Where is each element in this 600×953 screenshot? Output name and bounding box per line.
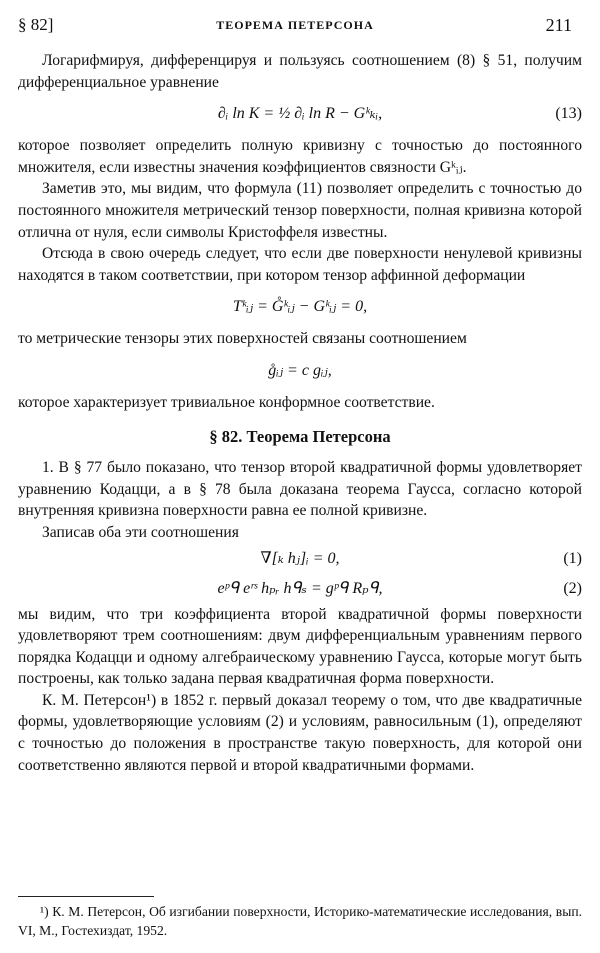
equation-text: ∂ᵢ ln K = ½ ∂ᵢ ln R − Gᵏₖᵢ, [217, 105, 383, 123]
page-number: 211 [545, 15, 572, 35]
paragraph: Записав оба эти соотношения [42, 523, 239, 541]
equation-metric-relation [18, 350, 582, 392]
header-title: ТЕОРЕМА ПЕТЕРСОНА [216, 18, 374, 32]
paragraph: мы видим, что три коэффициента второй квадратичной формы поверхности удовлетворяют трем соотношениям: двум дифференциальным уравнениям первого порядка Кодацци и одному алгебраическому уравнению Гаусса, которые могут быть построены, как только задана первая квадратичная форма поверхности. [18, 605, 582, 688]
paragraph: 1. В § 77 было показано, что тензор второй квадратичной формы удовлетворяет уравнению Кодацци, а в § 78 была доказана теорема Гаусса, согласно которой внутренняя кривизна поверхности равна ее полной кривизне. [18, 459, 582, 520]
main-text [18, 50, 582, 776]
footnote: ¹) К. М. Петерсон, Об изгибании поверхности, Историко-математические исследования, вып. VI, М., Гостехиздат, 1952. [18, 904, 582, 938]
paragraph: которое позволяет определить полную кривизну с точностью до постоянного множителя, если известны значения коэффициентов связности Gᵏᵢⱼ. [18, 137, 582, 176]
equation-2 [18, 574, 582, 604]
equation-number: (13) [555, 105, 582, 123]
paragraph: которое характеризует тривиальное конформное соответствие. [18, 393, 435, 411]
equation-text: ∇[ₖ hⱼ]ᵢ = 0, [260, 549, 340, 567]
equation-number: (1) [563, 549, 582, 567]
header-section: § 82] [18, 15, 54, 34]
equation-number: (2) [563, 579, 582, 597]
equation-13 [18, 93, 582, 135]
running-header [18, 12, 572, 38]
equation-1 [18, 544, 582, 574]
equation-text: eᵖᑫ eʳˢ hₚᵣ hᑫₛ = gᵖᑫ Rₚᑫ, [217, 579, 383, 597]
paragraph: Заметив это, мы видим, что формула (11) позволяет определить с точностью до постоянного множителя метрический тензор поверхности, полная кривизна которой отлична от нуля, если символы Кристоффеля известны. [18, 180, 582, 241]
paragraph: Отсюда в свою очередь следует, что если две поверхности ненулевой кривизны находятся в таком соответствии, при котором тензор аффинной деформации [18, 245, 582, 284]
equation-affine-deformation [18, 286, 582, 328]
equation-text: g̊ᵢⱼ = c gᵢⱼ, [268, 361, 332, 379]
equation-text: Tᵏᵢⱼ = G̊ᵏᵢⱼ − Gᵏᵢⱼ = 0, [232, 298, 368, 316]
paragraph: Логарифмируя, дифференцируя и пользуясь соотношением (8) § 51, получим дифференциальное уравнение [18, 52, 582, 91]
section-title: § 82. Теорема Петерсона [209, 426, 391, 446]
paragraph: К. М. Петерсон¹) в 1852 г. первый доказал теорему о том, что две квадратичные формы, удовлетворяющие условиям (2) и условиям, равносильным (1), определяют с точностью до положения в пространстве такую поверхность, для которой они соответственно являются первой и второй квадратичными формами. [18, 691, 582, 774]
footnote-divider [18, 896, 154, 897]
paragraph: то метрические тензоры этих поверхностей связаны соотношением [18, 330, 467, 348]
